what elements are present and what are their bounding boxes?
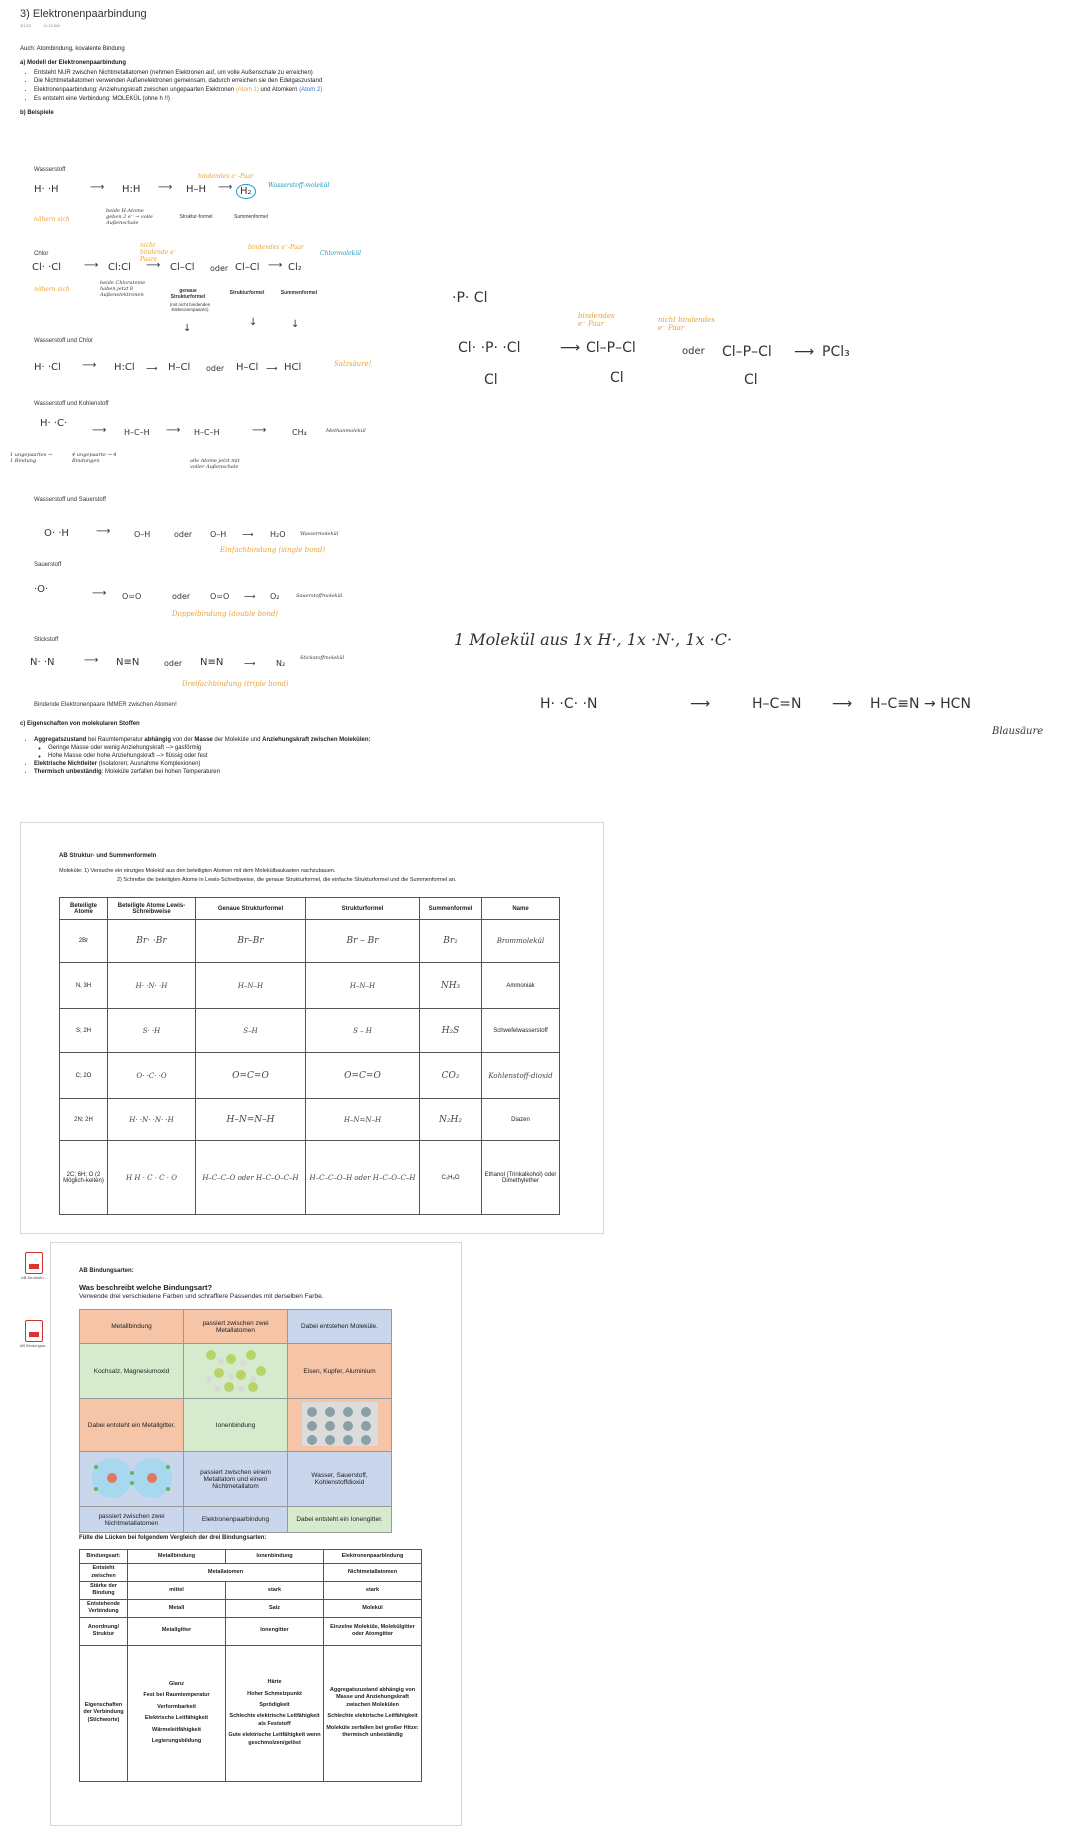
metal-lattice-image (288, 1399, 392, 1452)
hw-ho-atoms: O· ·H (44, 528, 69, 539)
ann-bindendes-paar: bindendes e⁻-Paar (198, 173, 254, 180)
hw-ho-struct2: O–H (210, 530, 227, 539)
hw-pcl-atoms: ·P· Cl (452, 290, 488, 306)
ann-chlormolekuel: Chlormolekül (320, 250, 362, 257)
table-row: 2C; 6H; O (2 Möglich-keiten) H H · C · C · O H–C–C–O oder H–C–O–C–H H–C–C–O–H oder H–C–O–C–H C₂H₆O Ethanol (Trinkalkohol) oder Dimethylether (60, 1141, 560, 1215)
ann-nicht-bindende: nicht bindende e⁻ Paare (140, 242, 177, 263)
worksheet1-table (59, 897, 560, 1215)
ann-alle-atome: alle Atome jetzt mit voller Außenschale (190, 458, 240, 470)
section-c (20, 720, 480, 777)
caption-summenformel: Summenformel (234, 214, 268, 220)
caption-strukturformel2: Strukturformel (229, 290, 265, 296)
table-row: N, 3H H· ·N· ·H H–N–H H–N–H NH₃ Ammoniak (60, 963, 560, 1009)
caption-genaue: genaue Strukturformel (170, 288, 206, 300)
ann-methan: Methanmolekül (326, 428, 366, 434)
hw-hcn: H–C≡N → HCN (870, 696, 971, 712)
hw-hcn-struct: H–C=N (752, 696, 802, 712)
hw-cl2: Cl₂ (288, 262, 302, 273)
ann-einfachbindung: Einfachbindung (single bond) (220, 546, 326, 554)
hw-h-atoms: H· ·H (34, 184, 59, 195)
hw-cl-bond2: Cl–Cl (235, 262, 260, 273)
hw-pcl-struct: Cl–P–Cl (586, 340, 636, 356)
hw-ch-struct2: H–C–H (194, 428, 220, 437)
hw-hcl-atoms: H· ·Cl (34, 362, 61, 373)
hw-h2o: H₂O (270, 530, 286, 539)
ann-bindendes-cl: bindendes e⁻-Paar (248, 244, 304, 251)
list-item: • Es entsteht eine Verbindung: MOLEKÜL (ohne h !!) (34, 96, 460, 104)
hw-n-pair: N≡N (116, 657, 140, 668)
bonding-note: Bindende Elektronenpaare IMMER zwischen Atomen! (34, 702, 177, 708)
hw-cl-pair: Cl:Cl (108, 262, 131, 273)
ann-beide-h: beide H-Atome geben 2 e⁻ → volle Außenschale (106, 208, 153, 226)
hw-hcl: HCl (284, 362, 302, 373)
ann-beide-cl: beide Chloratome haben jetzt 8 Außenelektronen (100, 280, 146, 298)
hw-o-pair: O=O (122, 592, 142, 601)
hw-ch-atoms: H· ·C· (40, 418, 68, 429)
ann-4ungepaarte: 4 ungepaarte → 4 Bindungen (72, 452, 117, 464)
worksheet-struktur-summenformeln (20, 822, 604, 1234)
worksheet2-title: AB Bindungsarten: (79, 1268, 134, 1274)
ann-bindendes-p: bindendes e⁻ Paar (578, 312, 615, 328)
caption-genaue-sub: (mit nicht bindenden Elektronenpaaren) (169, 302, 211, 313)
hw-o2: O₂ (270, 592, 280, 601)
worksheet1-instruction-2: 2) Schreibe die beteiligten Atome in Lewis-Schreibweise, die genaue Strukturformel, die einfache Strukturformel und die Summenformel an. (117, 877, 457, 883)
ionic-lattice-image (184, 1344, 288, 1399)
ann-blausaeure: Blausäure (992, 726, 1044, 737)
section-a-heading: a) Modell der Elektronenpaarbindung (20, 59, 127, 66)
list-item: • Thermisch unbeständig: Moleküle zerfallen bei hohen Temperaturen (34, 768, 480, 776)
list-item: • Aggregatszustand bei Raumtemperatur abhängig von der Masse der Moleküle und Anziehungskraft zwischen Molekülen: ◦ Geringe Masse oder wenig Anziehungskraft --> gasförmig ◦ Hohe Masse oder hohe Anziehungskraft --> flüssig oder fest (34, 736, 480, 760)
worksheet1-title: AB Struktur- und Summenformeln (59, 853, 157, 859)
worksheet-bindungsarten (50, 1242, 462, 1826)
page-title: 3) Elektronenpaarbindung (20, 8, 147, 20)
page-date: 3/1/23 11:22 AM (20, 23, 60, 28)
hw-h-bond: H–H (186, 184, 207, 195)
ann-salzsaeure: Salzsäure! (334, 360, 372, 368)
note-body (20, 46, 460, 120)
hw-hcl-bond2: H–Cl (236, 362, 259, 373)
ann-dreifachbindung: Dreifachbindung (triple bond) (182, 680, 289, 688)
compare-table: Bindungsart: Metallbindung Ionenbindung Elektronenpaarbindung Entsteht zwischen Metallatomen Nichtmetallatomen Stärke der Bindung mittel stark stark Entstehende Verbindung Metall Salz Molekül Anordnung/ Struktur Metallgitter Ionengitter Einzelne Moleküle, Molekülgitter oder Atomgitter Eigenschaften der Verbindung (Stichworte) Glanz Fest bei Raumtemperatur Verformbarkeit Elektrische Leitfähigkeit Wärmeleitfähigkeit Legierungsbildung Härte Hoher Schmelzpunkt Sprödigkeit Schlechte elektrische Leitfähigkeit als Feststoff Gute elektrische Leitfähigkeit wenn geschmolzen/gelöst Aggregatszustand abhängig von Masse und Anziehungskraft zwischen Molekülen Schlechte elektrische Leitfähigkeit Moleküle zerfallen bei großer Hitze: thermisch unbeständig (79, 1549, 422, 1782)
bond-type-grid: Metallbindung passiert zwischen zwei Metallatomen Dabei entstehen Moleküle. Kochsalz, Magnesiumoxid Eisen, Kupfer, Aluminium Dabei entsteht ein Metallgitter. Ionenbindung passiert zwischen einem Metallatom und einem Nichtmetallatom Wasser, Sauerstoff, Kohlenstoffdioxid passiert zwischen zwei Nichtmetallatomen Elektronenpaarbindung Dabei entsteht ein Ionengitter. (79, 1309, 392, 1533)
worksheet2-instruction: Verwende drei verschiedene Farben und schraffiere Passendes mit derselben Farbe. (79, 1293, 324, 1300)
hw-ch4: CH₄ (292, 428, 307, 437)
label-wasserstoff-sauerstoff: Wasserstoff und Sauerstoff (34, 497, 106, 503)
worksheet2-question: Was beschreibt welche Bindungsart? (79, 1283, 213, 1292)
hw-cl-atoms: Cl· ·Cl (32, 262, 62, 273)
hw-pcl-struct2: Cl–P–Cl (722, 344, 772, 360)
label-stickstoff: Stickstoff (34, 637, 59, 643)
hw-hcn-atoms: H· ·C· ·N (540, 696, 598, 712)
section-b-heading: b) Beispiele (20, 109, 54, 116)
table-row: 2N; 2H H· ·N· ·N· ·H H–N=N–H H–N=N–H N₂H₂ Diazen (60, 1099, 560, 1141)
list-item: • Entsteht NUR zwischen Nichtmetallatomen (nehmen Elektronen auf, um volle Außenschale zu erreichen) (34, 70, 460, 78)
list-item: • Die Nichtmetallatomen verwenden Außenelektronen gemeinsam, dadurch erreichen sie den Edelgaszustand (34, 78, 460, 86)
hw-o-atoms: ·O· (34, 584, 49, 595)
compare-title: Fülle die Lücken bei folgendem Vergleich der drei Bindungsarten: (79, 1535, 267, 1541)
hw-n-atoms: N· ·N (30, 657, 55, 668)
ann-wassermolekuel: Wassermolekül (300, 531, 339, 537)
section-a-list (34, 70, 460, 104)
caption-strukturformel: Struktur-formel (179, 214, 213, 220)
table-row: S; 2H S· ·H S–H S – H H₂S Schwefelwasserstoff (60, 1009, 560, 1053)
hw-n-bond: N≡N (200, 657, 224, 668)
list-item: ◦ Geringe Masse oder wenig Anziehungskraft --> gasförmig (48, 744, 480, 752)
caption-summenformel2: Summenformel (280, 290, 318, 296)
label-wasserstoff-chlor: Wasserstoff und Chlor (34, 338, 94, 344)
hw-cl-bond: Cl–Cl (170, 262, 195, 273)
worksheet1-instruction-1: Moleküle: 1) Versuche ein einziges Molekül aus den beteiligten Atomen mit dem Molekülbaukasten nachzubauen. (59, 868, 336, 874)
hw-pcl-lewis: Cl· ·P· ·Cl (458, 340, 521, 356)
hw-hcl-bond: H–Cl (168, 362, 191, 373)
ann-stickstoffmolekuel: Stickstoffmolekül (300, 655, 345, 661)
label-wasserstoff: Wasserstoff (34, 167, 66, 173)
molecule-image (80, 1452, 184, 1507)
ann-nahern: nähern sich (34, 216, 70, 223)
hw-molecule-line: 1 Molekül aus 1x H·, 1x ·N·, 1x ·C· (454, 630, 733, 649)
label-sauerstoff: Sauerstoff (34, 562, 62, 568)
hw-ho-struct: O–H (134, 530, 151, 539)
hw-ch-struct: H–C–H (124, 428, 150, 437)
list-item: • Elektronenpaarbindung: Anziehungskraft zwischen ungepaarten Elektronen (Atom 1) und Atomkern (Atom 2) (34, 87, 460, 95)
hw-n2: N₂ (276, 659, 286, 668)
ann-wasserstoffmolekuel: Wasserstoff-molekül (268, 182, 330, 189)
list-item: • Elektrische Nichtleiter (Isolatoren; Ausnahme Komplexionen) (34, 760, 480, 768)
table-row: C; 2O O· ·C· ·O O=C=O O=C=O CO₂ Kohlenstoff-dioxid (60, 1053, 560, 1099)
intro-text: Auch: Atombindung, kovalente Bindung (20, 46, 125, 52)
hw-o-bond: O=O (210, 592, 230, 601)
ann-doppelbindung: Doppelbindung (double bond) (172, 610, 279, 618)
table-header-row: Beteiligte Atome Beteiligte Atome Lewis-Schreibweise Genaue Strukturformel Strukturformel Summenformel Name (60, 898, 560, 920)
label-chlor: Chlor (34, 251, 49, 257)
hw-h2: H₂ (236, 184, 256, 199)
table-row: 2Br Br· ·Br Br–Br Br – Br Br₂ Brommolekül (60, 920, 560, 963)
pdf-attachment-1[interactable]: AB Struktufo... (12, 1252, 56, 1281)
hw-hcl-pair: H:Cl (114, 362, 135, 373)
label-wasserstoff-kohlenstoff: Wasserstoff und Kohlenstoff (34, 401, 109, 407)
pdf-file-icon (25, 1320, 43, 1342)
hw-h-pair: H:H (122, 184, 141, 195)
ann-nicht-bindendes-p: nicht bindendes e⁻ Paar (658, 316, 715, 332)
pdf-attachment-2[interactable]: AB Bindungsa... (12, 1320, 56, 1349)
list-item: ◦ Hohe Masse oder hohe Anziehungskraft --> flüssig oder fest (48, 752, 480, 760)
pdf-file-icon (25, 1252, 43, 1274)
hw-pcl3: PCl₃ (822, 344, 850, 360)
ann-sauerstoffmolekuel: Sauerstoffmolekül (296, 593, 343, 599)
ann-ungepaartes: 1 ungepaartes → 1 Bindung (10, 452, 53, 464)
section-c-heading: c) Eigenschaften von molekularen Stoffen (20, 721, 140, 727)
